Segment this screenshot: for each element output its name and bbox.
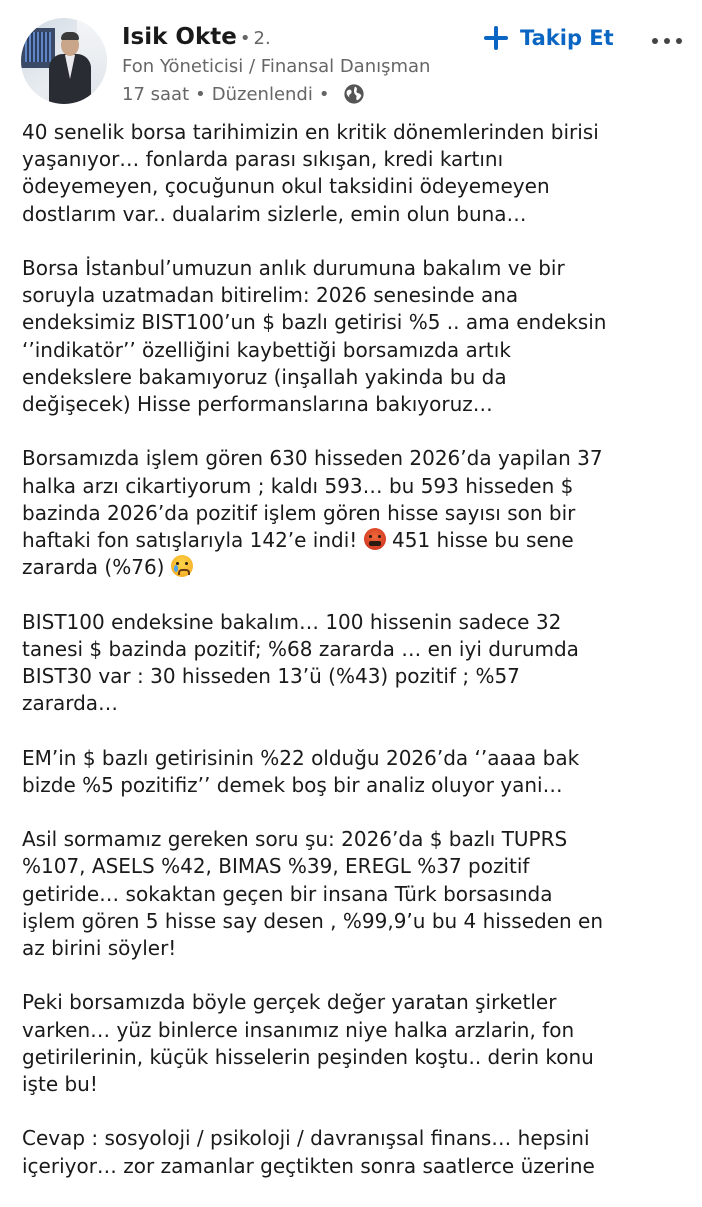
post-paragraph xyxy=(22,445,686,581)
post-paragraph-text: 451 hisse bu sene zararda (%76) xyxy=(22,528,574,580)
meta-separator: • xyxy=(195,83,206,105)
post-paragraph: Borsa İstanbul’umuzun anlık durumuna bakalım ve bir soruyla uzatmadan bitirelim: 2026 senesinde ana endeksimiz BIST100’un $ bazlı getirisi %5 .. ama endeksin ‘’indikatör’’ özelliğini kaybettiği borsamızda artık endekslere bakamıyoruz (inşallah yakinda bu da değişecek) Hisse performanslarına bakıyoruz… xyxy=(22,256,607,417)
post-paragraph: Asil sormamız gereken soru şu: 2026’da $ bazlı TUPRS %107, ASELS %42, BIMAS %39, EREGL %37 pozitif getiride… sokaktan geçen bir insana Türk borsasında işlem gören 5 hisse say desen , %99,9’u bu 4 hisseden en az birini söyler! xyxy=(22,827,604,961)
author-name-row xyxy=(122,24,271,54)
crying-face-icon xyxy=(171,555,193,577)
post-paragraph-text: Borsamızda işlem gören 630 hisseden 2026’da yapilan 37 halka arzı cikartiyorum ; kaldı 593… bu 593 hisseden $ bazinda 2026’da pozitif işlem gören hisse sayısı son bir haftaki fon satışlarıyla 142’e indi! xyxy=(22,446,603,553)
angry-face-icon xyxy=(364,528,386,550)
avatar[interactable] xyxy=(21,18,107,104)
edited-label: Düzenlendi xyxy=(211,83,313,105)
post-paragraph: Peki borsamızda böyle gerçek değer yaratan şirketler varken… yüz binlerce insanımız niye halka arzlarin, fon getirilerinin, küçük hisselerin peşinden koştu.. derin konu işte bu! xyxy=(22,990,594,1097)
author-name[interactable]: Isik Okte xyxy=(122,24,237,50)
post-paragraph: EM’in $ bazlı getirisinin %22 olduğu 2026’da ‘’aaaa bak bizde %5 pozitifiz’’ demek boş bir analiz oluyor yani… xyxy=(22,745,580,797)
author-headline: Fon Yöneticisi / Finansal Danışman xyxy=(122,56,431,77)
post-time: 17 saat xyxy=(122,83,190,105)
post-paragraph: Cevap : sosyoloji / psikoloji / davranışsal finans… hepsini içeriyor… zor zamanlar geçtikten sonra saatlerce üzerine xyxy=(22,1126,595,1178)
connection-degree: 2. xyxy=(253,28,271,49)
post-paragraph: BIST100 endeksine bakalım… 100 hissenin sadece 32 tanesi $ bazinda pozitif; %68 zararda … en iyi durumda BIST30 var : 30 hisseden 13’ü (%43) pozitif ; %57 zararda… xyxy=(22,609,579,716)
meta-separator-2: • xyxy=(318,83,330,105)
globe-icon xyxy=(343,83,365,105)
post-header xyxy=(0,0,702,110)
follow-label: Takip Et xyxy=(520,26,614,50)
more-icon[interactable] xyxy=(652,37,682,45)
post-paragraph: 40 senelik borsa tarihimizin en kritik dönemlerinden birisi yaşanıyor… fonlarda parası sıkışan, kredi kartını ödeyemeyen, çocuğunun okul taksidini ödeyemeyen dostlarım var.. dualarim sizlerle, emin olun buna… xyxy=(22,120,599,226)
follow-button[interactable] xyxy=(484,26,614,50)
plus-icon xyxy=(484,26,508,50)
degree-separator: • xyxy=(239,28,251,49)
post-text xyxy=(22,119,686,1207)
post-meta xyxy=(122,83,365,105)
